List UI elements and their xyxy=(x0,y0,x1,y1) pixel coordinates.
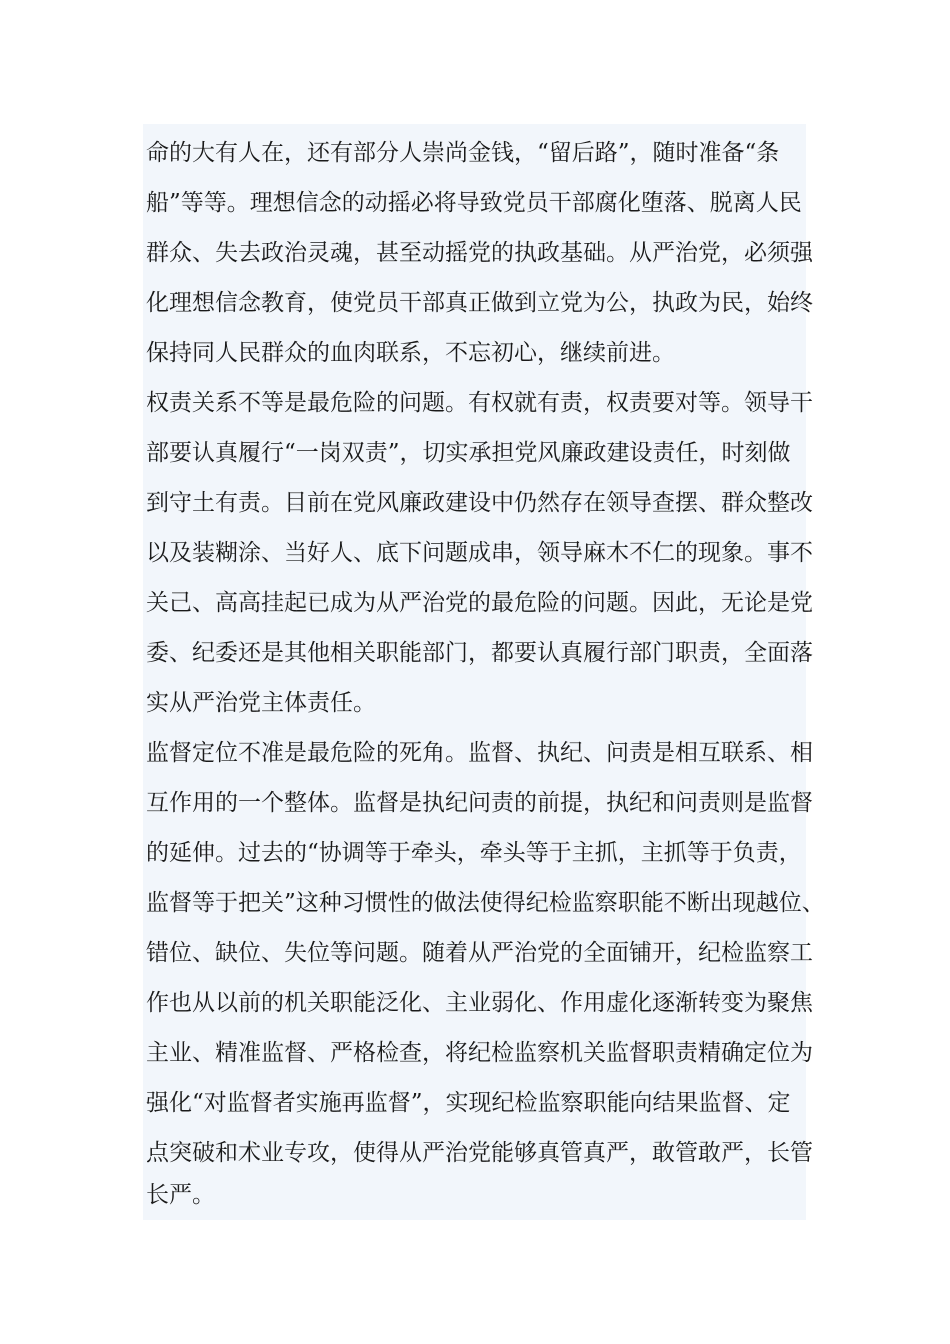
text-line: 点突破和术业专攻，使得从严治党能够真管真严，敢管敢严，长管 xyxy=(146,1140,813,1166)
text-line: 错位、缺位、失位等问题。随着从严治党的全面铺开，纪检监察工 xyxy=(146,940,813,966)
text-line: 船”等等。理想信念的动摇必将导致党员干部腐化堕落、脱离人民 xyxy=(146,190,802,216)
text-line: 强化“对监督者实施再监督”，实现纪检监察职能向结果监督、定 xyxy=(146,1090,791,1116)
text-line: 的延伸。过去的“协调等于牵头，牵头等于主抓，主抓等于负责， xyxy=(146,840,802,866)
text-line: 委、纪委还是其他相关职能部门，都要认真履行部门职责，全面落 xyxy=(146,640,813,666)
text-line: 作也从以前的机关职能泛化、主业弱化、作用虚化逐渐转变为聚焦 xyxy=(146,990,813,1016)
text-line: 互作用的一个整体。监督是执纪问责的前提，执纪和问责则是监督 xyxy=(146,790,813,816)
text-line: 部要认真履行“一岗双责”，切实承担党风廉政建设责任，时刻做 xyxy=(146,440,791,466)
text-line: 实从严治党主体责任。 xyxy=(146,690,376,716)
text-line: 化理想信念教育，使党员干部真正做到立党为公，执政为民，始终 xyxy=(146,290,813,316)
text-line: 命的大有人在，还有部分人崇尚金钱，“留后路”，随时准备“条 xyxy=(146,140,780,166)
text-line: 保持同人民群众的血肉联系，不忘初心，继续前进。 xyxy=(146,340,675,366)
document-text-block xyxy=(143,124,825,1220)
text-line: 群众、失去政治灵魂，甚至动摇党的执政基础。从严治党，必须强 xyxy=(146,240,813,266)
text-line: 以及装糊涂、当好人、底下问题成串，领导麻木不仁的现象。事不 xyxy=(146,540,813,566)
text-line: 关己、高高挂起已成为从严治党的最危险的问题。因此，无论是党 xyxy=(146,590,813,616)
text-line: 监督等于把关”这种习惯性的做法使得纪检监察职能不断出现越位、 xyxy=(146,890,825,916)
text-line: 监督定位不准是最危险的死角。监督、执纪、问责是相互联系、相 xyxy=(146,740,813,766)
text-line: 长严。 xyxy=(146,1182,215,1208)
text-line: 到守土有责。目前在党风廉政建设中仍然存在领导查摆、群众整改 xyxy=(146,490,813,516)
text-line: 权责关系不等是最危险的问题。有权就有责，权责要对等。领导干 xyxy=(146,390,813,416)
text-line: 主业、精准监督、严格检查，将纪检监察机关监督职责精确定位为 xyxy=(146,1040,813,1066)
